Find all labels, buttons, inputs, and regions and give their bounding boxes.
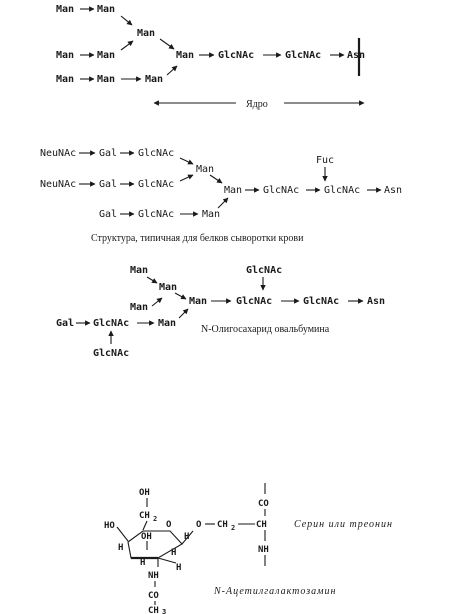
glcnac-label: GlcNAc — [285, 50, 322, 61]
arrow — [121, 16, 132, 25]
glcnac-label: GlcNAc — [138, 179, 175, 190]
ch3-group: CH — [148, 606, 159, 614]
h-atom: H — [176, 563, 182, 573]
glcnac-label: GlcNAc — [303, 296, 340, 307]
man-label: Man — [159, 282, 178, 293]
bond — [117, 527, 128, 541]
h-atom: H — [140, 558, 146, 568]
glcnac-label: GlcNAc — [218, 50, 255, 61]
man-label: Man — [189, 296, 208, 307]
glycosidic-oxygen: O — [196, 520, 202, 530]
galnac-serine-structure — [104, 483, 393, 614]
man-label: Man — [196, 164, 215, 175]
ch2-group: CH — [139, 511, 150, 521]
h-atom: H — [171, 548, 177, 558]
man-label: Man — [97, 50, 116, 61]
serum-caption: Структура, типичная для белков сыворотки крови — [91, 233, 304, 244]
arrow — [160, 39, 174, 49]
gal-label: Gal — [99, 209, 118, 220]
arrow — [152, 298, 162, 306]
ovalbumin-structure — [56, 265, 385, 359]
high-mannose-structure — [56, 4, 365, 110]
man-label: Man — [56, 50, 75, 61]
glcnac-label: GlcNAc — [236, 296, 273, 307]
neunac-label: NeuNAc — [40, 179, 77, 190]
ho-group: HO — [104, 521, 115, 531]
asn-label: Asn — [367, 296, 386, 307]
nh-group: NH — [258, 545, 269, 555]
man-label: Man — [137, 28, 156, 39]
ch2-group: CH — [217, 520, 228, 530]
serum-complex-structure — [40, 148, 402, 244]
bond — [158, 558, 176, 563]
nh-group: NH — [148, 571, 159, 581]
arrow — [147, 277, 157, 283]
oh-group: OH — [139, 488, 150, 498]
man-label: Man — [158, 318, 177, 329]
arrow — [218, 198, 228, 208]
arrow — [167, 66, 177, 75]
h-atom: H — [118, 543, 124, 553]
man-label: Man — [202, 209, 221, 220]
man-label: Man — [97, 4, 116, 15]
man-label: Man — [56, 74, 75, 85]
subscript-2: 2 — [231, 524, 236, 532]
ring-oxygen: O — [166, 520, 172, 530]
co-group: CO — [258, 499, 269, 509]
glcnac-label: GlcNAc — [93, 318, 130, 329]
asn-label: Asn — [347, 50, 366, 61]
arrow — [179, 309, 188, 318]
man-label: Man — [145, 74, 164, 85]
glcnac-label: GlcNAc — [263, 185, 300, 196]
subscript-3: 3 — [162, 608, 167, 614]
bond — [143, 521, 147, 530]
glcnac-label: GlcNAc — [93, 348, 130, 359]
galnac-caption: N-Ацетилгалактозамин — [214, 586, 337, 597]
arrow — [121, 41, 133, 50]
serine-threonine-label: Серин или треонин — [294, 519, 393, 530]
man-label: Man — [224, 185, 243, 196]
h-atom: H — [184, 532, 190, 542]
gal-label: Gal — [56, 318, 75, 329]
man-label: Man — [176, 50, 195, 61]
neunac-label: NeuNAc — [40, 148, 77, 159]
gal-label: Gal — [99, 148, 118, 159]
co-group: CO — [148, 591, 159, 601]
arrow — [180, 175, 193, 181]
arrow — [180, 158, 193, 164]
asn-label: Asn — [384, 185, 403, 196]
glcnac-label: GlcNAc — [138, 209, 175, 220]
fuc-label: Fuc — [316, 155, 335, 166]
gal-label: Gal — [99, 179, 118, 190]
man-label: Man — [130, 265, 149, 276]
glcnac-label: GlcNAc — [138, 148, 175, 159]
subscript-2: 2 — [153, 515, 158, 523]
glcnac-label: GlcNAc — [246, 265, 283, 276]
ch-group: CH — [256, 520, 267, 530]
oh-group: OH — [141, 532, 152, 542]
arrow — [210, 175, 222, 183]
man-label: Man — [56, 4, 75, 15]
glcnac-label: GlcNAc — [324, 185, 361, 196]
man-label: Man — [97, 74, 116, 85]
ovalbumin-caption: N-Олигосахарид овальбумина — [201, 324, 330, 335]
nucleus-label: Ядро — [246, 99, 268, 110]
man-label: Man — [130, 302, 149, 313]
arrow — [175, 293, 186, 299]
